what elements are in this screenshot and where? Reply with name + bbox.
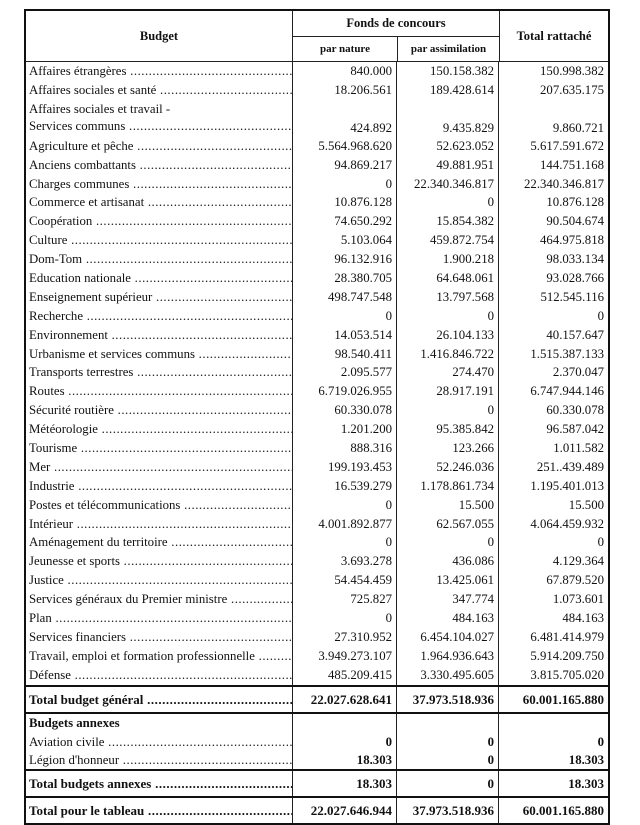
row-label: Aménagement du territoire ..... [29,533,292,552]
table-row [26,212,608,231]
cell-total: 144.751.168 [498,156,608,175]
cell-total: 6.481.414.979 [498,628,608,647]
table-row [26,326,608,345]
table-body [26,62,608,685]
table-row [26,420,608,439]
row-label: Défense ..... [29,666,292,685]
cell-total: 207.635.175 [498,81,608,100]
row-label: Commerce et artisanat ..... [29,193,292,212]
cell-par-nature: 0 [292,175,396,194]
table-header [26,11,608,62]
cell-total: 15.500 [498,496,608,515]
row-label: Routes ..... [29,382,292,401]
cell-par-nature: 27.310.952 [292,628,396,647]
cell-total: 0 [498,533,608,552]
cell-total: 2.370.047 [498,363,608,382]
table-row [26,666,608,685]
row-label-line1: Affaires sociales et travail - [29,101,171,116]
cell-par-nature: 0 [292,533,396,552]
cell-par-assimilation: 6.454.104.027 [396,628,498,647]
table-row [26,175,608,194]
table-row [26,609,608,628]
row-label: Météorologie ..... [29,420,292,439]
cell-par-assimilation: 15.500 [396,496,498,515]
cell-par-assimilation: 95.385.842 [396,420,498,439]
header-par-nature: par nature [319,43,370,55]
cell-par-nature: 60.330.078 [292,401,396,420]
cell-par-assimilation: 22.340.346.817 [396,175,498,194]
table-row [26,515,608,534]
cell-par-nature: 0 [292,496,396,515]
budgets-annexes-heading: Budgets annexes [29,715,120,730]
cell-total: 251..439.489 [498,458,608,477]
cell-par-assimilation: 37.973.518.936 [396,798,498,823]
cell-par-assimilation: 28.917.191 [396,382,498,401]
cell-par-nature: 28.380.705 [292,269,396,288]
cell-par-assimilation: 189.428.614 [396,81,498,100]
cell-par-assimilation: 52.246.036 [396,458,498,477]
table-row [26,250,608,269]
header-budget: Budget [139,28,179,43]
row-label: Services généraux du Premier ministre ..... [29,590,292,609]
row-label: Anciens combattants ..... [29,156,292,175]
row-label: Sécurité routière ..... [29,401,292,420]
row-label: Total budget général ..... [29,687,292,712]
row-label: Charges communes ..... [29,175,292,194]
cell-par-assimilation: 0 [396,401,498,420]
cell-total: 0 [498,307,608,326]
table-row [26,733,608,751]
header-fonds-group [292,11,499,61]
row-label: Coopération ..... [29,212,292,231]
row-label: Travail, emploi et formation professionnelle ..... [29,647,292,666]
table-row [26,439,608,458]
cell-par-nature: 0 [292,609,396,628]
table-row [26,100,608,137]
cell-par-nature: 0 [292,733,396,751]
table-row [26,269,608,288]
cell-par-nature: 498.747.548 [292,288,396,307]
cell-par-nature: 22.027.628.641 [292,687,396,712]
cell-par-nature: 10.876.128 [292,193,396,212]
cell-total: 4.064.459.932 [498,515,608,534]
cell-par-assimilation: 0 [396,751,498,769]
table-row [26,458,608,477]
cell-par-nature: 18.303 [292,751,396,769]
row-label: Postes et télécommunications ..... [29,496,292,515]
cell-par-nature: 199.193.453 [292,458,396,477]
cell-total: 60.001.165.880 [498,798,608,823]
table-row [26,81,608,100]
cell-par-nature: 3.693.278 [292,552,396,571]
cell-total: 60.330.078 [498,401,608,420]
row-label: Transports terrestres ..... [29,363,292,382]
row-label: Affaires étrangères ..... [29,62,292,81]
table-row [26,647,608,666]
row-label: Aviation civile ..... [29,733,292,751]
cell-total: 18.303 [498,771,608,796]
cell-total: 60.001.165.880 [498,687,608,712]
table-row [26,345,608,364]
cell-par-assimilation: 347.774 [396,590,498,609]
total-budget-general-row [26,685,608,712]
table-row [26,137,608,156]
cell-par-assimilation: 0 [396,533,498,552]
cell-par-nature: 2.095.577 [292,363,396,382]
cell-par-nature: 94.869.217 [292,156,396,175]
row-label: Mer ..... [29,458,292,477]
cell-total: 512.545.116 [498,288,608,307]
cell-total: 98.033.134 [498,250,608,269]
cell-total: 90.504.674 [498,212,608,231]
table-row [26,307,608,326]
row-label: Agriculture et pêche ..... [29,137,292,156]
cell-par-assimilation: 123.266 [396,439,498,458]
cell-par-nature: 725.827 [292,590,396,609]
cell-par-assimilation: 26.104.133 [396,326,498,345]
cell-par-nature: 485.209.415 [292,666,396,685]
cell-par-assimilation: 1.964.936.643 [396,647,498,666]
cell-total: 9.860.721 [498,100,608,137]
table-row [26,552,608,571]
cell-par-assimilation: 64.648.061 [396,269,498,288]
row-label: Total budgets annexes ..... [29,771,292,796]
cell-par-nature: 0 [292,307,396,326]
cell-par-assimilation: 15.854.382 [396,212,498,231]
cell-par-assimilation: 0 [396,193,498,212]
table-row [26,288,608,307]
budget-table [24,9,610,825]
header-par-assimilation: par assimilation [397,37,499,61]
cell-par-nature: 16.539.279 [292,477,396,496]
cell-par-nature: 888.316 [292,439,396,458]
cell-par-nature: 6.719.026.955 [292,382,396,401]
cell-par-nature: 3.949.273.107 [292,647,396,666]
cell-par-nature: 54.454.459 [292,571,396,590]
cell-total: 1.073.601 [498,590,608,609]
cell-total: 6.747.944.146 [498,382,608,401]
cell-total: 93.028.766 [498,269,608,288]
row-label: Environnement ..... [29,326,292,345]
cell-par-nature: 98.540.411 [292,345,396,364]
row-label: Industrie ..... [29,477,292,496]
row-label: Dom-Tom ..... [29,250,292,269]
cell-par-nature: 96.132.916 [292,250,396,269]
cell-total: 5.617.591.672 [498,137,608,156]
cell-par-assimilation: 1.416.846.722 [396,345,498,364]
cell-par-assimilation: 62.567.055 [396,515,498,534]
cell-total: 1.011.582 [498,439,608,458]
cell-par-nature: 18.303 [292,771,396,796]
row-label: Recherche ..... [29,307,292,326]
cell-par-nature: 1.201.200 [292,420,396,439]
cell-par-assimilation: 150.158.382 [396,62,498,81]
cell-total: 464.975.818 [498,231,608,250]
cell-par-assimilation: 0 [396,307,498,326]
table-row [26,477,608,496]
cell-par-nature: 22.027.646.944 [292,798,396,823]
cell-par-assimilation: 436.086 [396,552,498,571]
cell-par-nature: 18.206.561 [292,81,396,100]
row-label: Enseignement supérieur ..... [29,288,292,307]
header-subcolumns [293,37,499,61]
header-fonds-de-concours: Fonds de concours [293,11,499,37]
cell-par-assimilation: 1.178.861.734 [396,477,498,496]
cell-total: 4.129.364 [498,552,608,571]
cell-par-assimilation: 37.973.518.936 [396,687,498,712]
cell-total: 3.815.705.020 [498,666,608,685]
cell-total: 150.998.382 [498,62,608,81]
row-label: Services communs ..... [29,118,292,135]
cell-par-nature: 4.001.892.877 [292,515,396,534]
cell-total: 22.340.346.817 [498,175,608,194]
row-label: Intérieur ..... [29,515,292,534]
cell-total: 1.195.401.013 [498,477,608,496]
cell-total: 484.163 [498,609,608,628]
row-label: Total pour le tableau ..... [29,798,292,823]
row-label: Services financiers ..... [29,628,292,647]
row-label: Plan ..... [29,609,292,628]
table-row [26,496,608,515]
table-row [26,62,608,81]
table-row [26,751,608,769]
row-label: Affaires sociales et santé ..... [29,81,292,100]
table-row [26,401,608,420]
header-total-rattache: Total rattaché [499,11,608,61]
cell-par-assimilation: 0 [396,771,498,796]
cell-par-assimilation: 49.881.951 [396,156,498,175]
cell-total: 10.876.128 [498,193,608,212]
cell-total: 1.515.387.133 [498,345,608,364]
cell-par-assimilation: 0 [396,733,498,751]
budgets-annexes-section [26,712,608,769]
table-row [26,156,608,175]
cell-par-assimilation: 13.425.061 [396,571,498,590]
cell-par-assimilation: 484.163 [396,609,498,628]
table-row [26,231,608,250]
row-label: Tourisme ..... [29,439,292,458]
row-label: Culture ..... [29,231,292,250]
table-row [26,571,608,590]
table-row [26,382,608,401]
row-label: Education nationale ..... [29,269,292,288]
cell-par-nature: 74.650.292 [292,212,396,231]
row-label: Jeunesse et sports ..... [29,552,292,571]
table-row [26,363,608,382]
table-row [26,628,608,647]
cell-par-nature: 5.564.968.620 [292,137,396,156]
table-row [26,533,608,552]
row-label: Légion d'honneur ..... [29,751,292,769]
row-label: Urbanisme et services communs ..... [29,345,292,364]
total-budgets-annexes-row [26,769,608,796]
cell-total: 5.914.209.750 [498,647,608,666]
cell-par-assimilation: 1.900.218 [396,250,498,269]
cell-par-assimilation: 52.623.052 [396,137,498,156]
cell-par-nature: 5.103.064 [292,231,396,250]
cell-par-nature: 14.053.514 [292,326,396,345]
cell-par-nature: 424.892 [292,100,396,137]
cell-par-nature: 840.000 [292,62,396,81]
table-row [26,193,608,212]
cell-par-assimilation: 9.435.829 [396,100,498,137]
row-label: Justice ..... [29,571,292,590]
cell-total: 40.157.647 [498,326,608,345]
cell-total: 18.303 [498,751,608,769]
cell-par-assimilation: 459.872.754 [396,231,498,250]
cell-total: 96.587.042 [498,420,608,439]
table-row [26,590,608,609]
cell-par-assimilation: 274.470 [396,363,498,382]
cell-total: 0 [498,733,608,751]
cell-par-assimilation: 3.330.495.605 [396,666,498,685]
cell-total: 67.879.520 [498,571,608,590]
cell-par-assimilation: 13.797.568 [396,288,498,307]
